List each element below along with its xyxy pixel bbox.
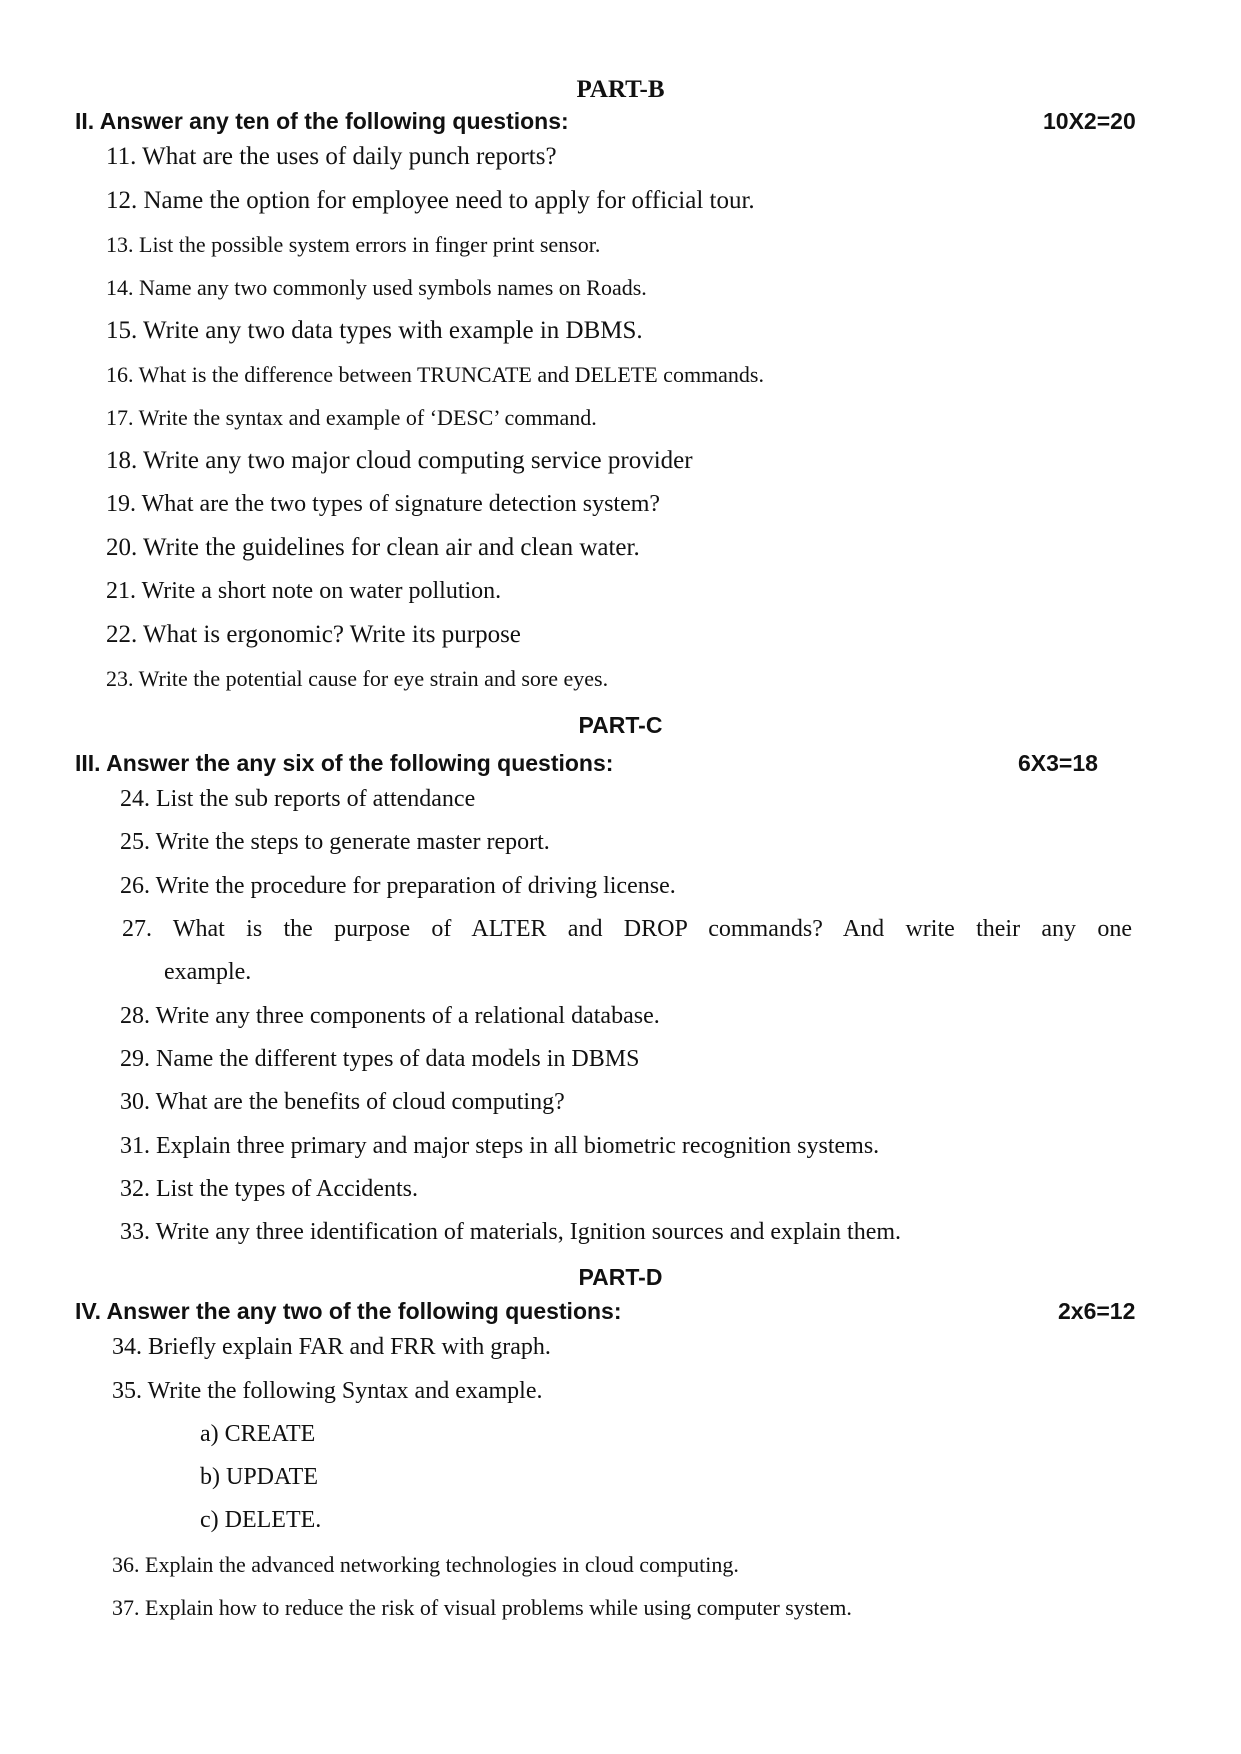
question-14: 14. Name any two commonly used symbols names on Roads.	[106, 275, 647, 300]
question-35: 35. Write the following Syntax and example.	[112, 1378, 543, 1404]
question-33: 33. Write any three identification of materials, Ignition sources and explain them.	[120, 1219, 902, 1245]
question-25: 25. Write the steps to generate master report.	[120, 829, 550, 855]
question-19: 19. What are the two types of signature detection system?	[106, 491, 661, 517]
question-15: 15. Write any two data types with example in DBMS.	[106, 317, 643, 344]
part-d-marks: 2x6=12	[1058, 1298, 1136, 1324]
question-13: 13. List the possible system errors in finger print sensor.	[106, 232, 601, 257]
part-b-heading: II. Answer any ten of the following questions:	[75, 108, 569, 134]
question-23: 23. Write the potential cause for eye strain and sore eyes.	[106, 666, 609, 691]
question-16: 16. What is the difference between TRUNCATE and DELETE commands.	[106, 362, 764, 387]
question-21: 21. Write a short note on water pollution.	[106, 578, 502, 604]
question-17: 17. Write the syntax and example of ‘DESC’ command.	[106, 405, 597, 430]
question-30: 30. What are the benefits of cloud computing?	[120, 1089, 565, 1115]
question-34: 34. Briefly explain FAR and FRR with graph.	[112, 1334, 551, 1360]
question-36: 36. Explain the advanced networking technologies in cloud computing.	[112, 1552, 739, 1577]
question-32: 32. List the types of Accidents.	[120, 1176, 418, 1202]
part-c-marks: 6X3=18	[1018, 750, 1098, 776]
question-11: 11. What are the uses of daily punch reports?	[106, 143, 557, 170]
question-18: 18. Write any two major cloud computing service provider	[106, 447, 693, 474]
part-b-title: PART-B	[576, 76, 665, 103]
question-35-part-c: c) DELETE.	[200, 1507, 322, 1533]
question-35-part-b: b) UPDATE	[200, 1464, 318, 1490]
part-d-heading: IV. Answer the any two of the following questions:	[75, 1298, 622, 1324]
question-27-continued: example.	[164, 959, 252, 985]
question-26: 26. Write the procedure for preparation of driving license.	[120, 873, 676, 899]
part-d-title: PART-D	[578, 1264, 663, 1290]
question-35-part-a: a) CREATE	[200, 1421, 316, 1447]
part-c-title: PART-C	[578, 712, 663, 738]
part-b-marks: 10X2=20	[1043, 108, 1136, 134]
question-24: 24. List the sub reports of attendance	[120, 786, 476, 812]
question-20: 20. Write the guidelines for clean air and clean water.	[106, 534, 640, 561]
question-29: 29. Name the different types of data models in DBMS	[120, 1046, 640, 1072]
question-28: 28. Write any three components of a relational database.	[120, 1003, 660, 1029]
question-31: 31. Explain three primary and major steps in all biometric recognition systems.	[120, 1133, 880, 1159]
question-22: 22. What is ergonomic? Write its purpose	[106, 621, 521, 648]
part-c-heading: III. Answer the any six of the following questions:	[75, 750, 614, 776]
question-12: 12. Name the option for employee need to apply for official tour.	[106, 187, 755, 214]
question-27: 27. What is the purpose of ALTER and DROP commands? And write their any one	[122, 916, 1132, 942]
question-37: 37. Explain how to reduce the risk of visual problems while using computer system.	[112, 1595, 852, 1620]
